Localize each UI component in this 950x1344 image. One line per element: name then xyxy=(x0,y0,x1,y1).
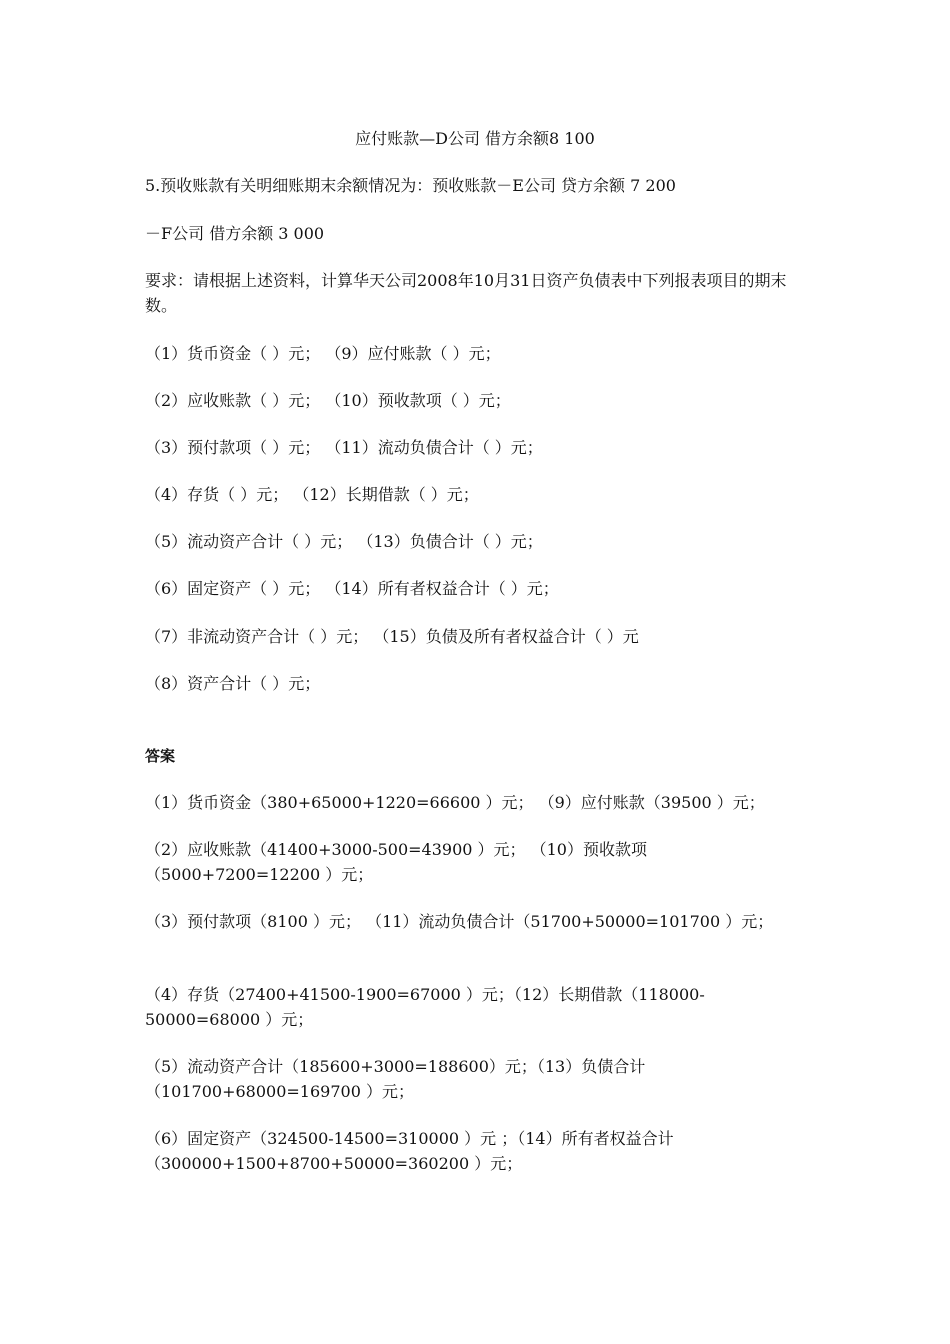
question-8: （8）资产合计（ ）元； xyxy=(145,674,321,693)
question-5-13: （5）流动资产合计（ ）元； （13）负债合计（ ）元； xyxy=(145,532,543,551)
answer-heading: 答案 xyxy=(145,747,176,765)
answer-2-10: （2）应收账款（41400+3000-500=43900 ）元； （10）预收款项（5000+7200=12200 ）元； xyxy=(145,840,647,884)
requirement-text: 要求：请根据上述资料，计算华天公司2008年10月31日资产负债表中下列报表项目的期末数。 xyxy=(145,271,787,315)
answer-6-14: （6）固定资产（324500-14500=310000 ）元 ；（14）所有者权益合计（300000+1500+8700+50000=360200 ）元； xyxy=(145,1129,674,1173)
item5-line2: －F公司 借方余额 3 000 xyxy=(145,224,325,243)
answer-3-11: （3）预付款项（8100 ）元； （11）流动负债合计（51700+50000=101700 ）元； xyxy=(145,912,774,931)
top-line: 应付账款—D公司 借方余额8 100 xyxy=(355,129,595,148)
question-1-9: （1）货币资金（ ）元； （9）应付账款（ ）元； xyxy=(145,344,501,363)
answer-1-9: （1）货币资金（380+65000+1220=66600 ）元； （9）应付账款（39500 ）元； xyxy=(145,793,765,812)
answer-5-13: （5）流动资产合计（185600+3000=188600）元；（13）负债合计（101700+68000=169700 ）元； xyxy=(145,1057,646,1101)
question-7-15: （7）非流动资产合计（ ）元； （15）负债及所有者权益合计（ ）元 xyxy=(145,627,639,646)
item5-line1: 5.预收账款有关明细账期末余额情况为：预收账款－E公司 贷方余额 7 200 xyxy=(145,176,676,195)
question-3-11: （3）预付款项（ ）元； （11）流动负债合计（ ）元； xyxy=(145,438,543,457)
question-2-10: （2）应收账款（ ）元； （10）预收款项（ ）元； xyxy=(145,391,511,410)
answer-4-12: （4）存货（27400+41500-1900=67000 ）元；（12）长期借款（118000-50000=68000 ）元； xyxy=(145,985,705,1029)
question-6-14: （6）固定资产（ ）元； （14）所有者权益合计（ ）元； xyxy=(145,579,559,598)
question-4-12: （4）存货（ ）元； （12）长期借款（ ）元； xyxy=(145,485,479,504)
